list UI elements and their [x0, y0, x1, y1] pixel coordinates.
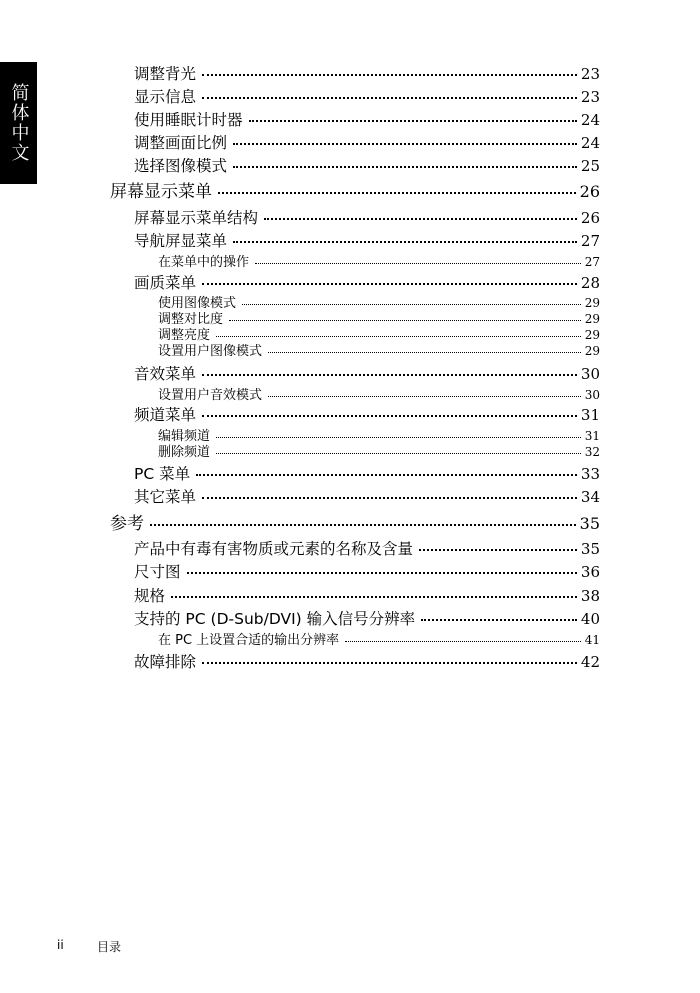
toc-entry-page: 23 [580, 88, 600, 106]
toc-dot-leader [419, 549, 577, 551]
toc-entry-label: 屏幕显示菜单 [110, 182, 212, 202]
toc-entry-label: 调整对比度 [158, 312, 224, 327]
toc-section-entry[interactable] [134, 367, 600, 383]
toc-entry-label: 删除频道 [158, 445, 211, 460]
toc-entry-label: 选择图像模式 [134, 157, 228, 175]
toc-section-entry[interactable] [134, 655, 600, 671]
toc-entry-label: 规格 [134, 587, 166, 605]
toc-entry-label: 支持的 PC (D-Sub/DVI) 输入信号分辨率 [134, 610, 416, 628]
toc-dot-leader [196, 474, 577, 476]
toc-dot-leader [249, 120, 577, 122]
toc-dot-leader [255, 263, 581, 264]
toc-section-entry[interactable] [134, 136, 600, 152]
toc-dot-leader [229, 320, 581, 321]
toc-entry-page: 35 [579, 514, 600, 533]
toc-entry-label: 设置用户图像模式 [158, 344, 263, 359]
toc-section-entry[interactable] [134, 589, 600, 605]
toc-entry-page: 24 [580, 134, 600, 152]
toc-section-entry[interactable] [134, 90, 600, 106]
toc-entry-label: 产品中有毒有害物质或元素的名称及含量 [134, 540, 414, 558]
toc-entry-page: 33 [580, 465, 600, 483]
toc-entry-page: 27 [580, 232, 600, 250]
toc-entry-page: 36 [580, 563, 600, 581]
toc-dot-leader [218, 192, 576, 194]
footer-section-title: 目录 [97, 940, 122, 954]
toc-section-entry[interactable] [134, 234, 600, 250]
toc-subsection-entry[interactable] [158, 329, 600, 342]
toc-dot-leader [268, 396, 581, 397]
toc-dot-leader [202, 415, 577, 417]
toc-dot-leader [216, 336, 581, 337]
toc-entry-page: 30 [580, 365, 600, 383]
toc-entry-page: 27 [584, 255, 600, 269]
toc-entry-label: 调整画面比例 [134, 134, 228, 152]
toc-entry-label: PC 菜单 [134, 465, 191, 483]
toc-dot-leader [150, 524, 576, 526]
toc-entry-label: 显示信息 [134, 88, 197, 106]
toc-entry-page: 41 [584, 633, 600, 647]
toc-entry-label: 调整背光 [134, 65, 197, 83]
toc-dot-leader [202, 662, 577, 664]
toc-entry-page: 28 [580, 274, 600, 292]
toc-entry-page: 42 [580, 653, 600, 671]
toc-chapter-entry[interactable] [110, 184, 600, 201]
toc-section-entry[interactable] [134, 276, 600, 292]
toc-entry-label: 使用睡眠计时器 [134, 111, 243, 129]
toc-entry-page: 29 [584, 344, 600, 358]
toc-entry-label: 其它菜单 [134, 488, 197, 506]
toc-section-entry[interactable] [134, 467, 600, 483]
toc-section-entry[interactable] [134, 211, 600, 227]
toc-entry-page: 34 [580, 488, 600, 506]
toc-subsection-entry[interactable] [158, 313, 600, 326]
toc-dot-leader [233, 166, 577, 168]
language-tab [0, 62, 37, 184]
toc-entry-label: 编辑频道 [158, 429, 211, 444]
toc-section-entry[interactable] [134, 542, 600, 558]
toc-dot-leader [421, 619, 577, 621]
toc-section-entry[interactable] [134, 113, 600, 129]
toc-entry-label: 设置用户音效模式 [158, 388, 263, 403]
toc-subsection-entry[interactable] [158, 389, 600, 402]
toc-section-entry[interactable] [134, 565, 600, 581]
toc-entry-label: 尺寸图 [134, 563, 181, 581]
toc-dot-leader [233, 241, 577, 243]
toc-entry-page: 26 [580, 209, 600, 227]
toc-entry-page: 31 [584, 429, 600, 443]
toc-chapter-entry[interactable] [110, 516, 600, 533]
toc-section-entry[interactable] [134, 159, 600, 175]
toc-entry-label: 故障排除 [134, 653, 197, 671]
toc-dot-leader [242, 304, 581, 305]
toc-entry-label: 屏幕显示菜单结构 [134, 209, 259, 227]
toc-entry-label: 画质菜单 [134, 274, 197, 292]
toc-dot-leader [187, 572, 577, 574]
toc-subsection-entry[interactable] [158, 430, 600, 443]
toc-dot-leader [216, 437, 581, 438]
toc-dot-leader [268, 352, 581, 353]
toc-entry-label: 调整亮度 [158, 328, 211, 343]
toc-entry-label: 使用图像模式 [158, 296, 237, 311]
toc-entry-page: 35 [580, 540, 600, 558]
toc-section-entry[interactable] [134, 490, 600, 506]
toc-entry-page: 26 [579, 182, 600, 201]
toc-entry-page: 24 [580, 111, 600, 129]
toc-entry-page: 29 [584, 328, 600, 342]
language-label: 简体中文 [8, 83, 30, 163]
toc-dot-leader [345, 641, 581, 642]
toc-entry-page: 38 [580, 587, 600, 605]
toc-entry-label: 导航屏显菜单 [134, 232, 228, 250]
toc-section-entry[interactable] [134, 408, 600, 424]
toc-dot-leader [202, 497, 577, 499]
toc-entry-label: 频道菜单 [134, 406, 197, 424]
toc-entry-label: 在 PC 上设置合适的输出分辨率 [158, 633, 340, 648]
toc-entry-page: 29 [584, 312, 600, 326]
toc-dot-leader [202, 74, 577, 76]
toc-entry-label: 音效菜单 [134, 365, 197, 383]
toc-entry-label: 在菜单中的操作 [158, 255, 250, 270]
toc-entry-label: 参考 [110, 514, 144, 534]
toc-subsection-entry[interactable] [158, 634, 600, 647]
toc-entry-page: 25 [580, 157, 600, 175]
toc-subsection-entry[interactable] [158, 446, 600, 459]
toc-entry-page: 31 [580, 406, 600, 424]
toc-entry-page: 30 [584, 388, 600, 402]
toc-subsection-entry[interactable] [158, 345, 600, 358]
toc-subsection-entry[interactable] [158, 297, 600, 310]
toc-dot-leader [216, 453, 581, 454]
toc-dot-leader [202, 283, 577, 285]
toc-entry-page: 23 [580, 65, 600, 83]
footer-page-number: ii [57, 938, 64, 952]
toc-entry-page: 29 [584, 296, 600, 310]
toc-dot-leader [202, 97, 577, 99]
toc-subsection-entry[interactable] [158, 256, 600, 269]
toc-section-entry[interactable] [134, 67, 600, 83]
toc-dot-leader [202, 374, 577, 376]
toc-entry-page: 40 [580, 610, 600, 628]
toc-dot-leader [264, 218, 577, 220]
toc-section-entry[interactable] [134, 612, 600, 628]
toc-dot-leader [171, 596, 577, 598]
toc-dot-leader [233, 143, 577, 145]
toc-entry-page: 32 [584, 445, 600, 459]
